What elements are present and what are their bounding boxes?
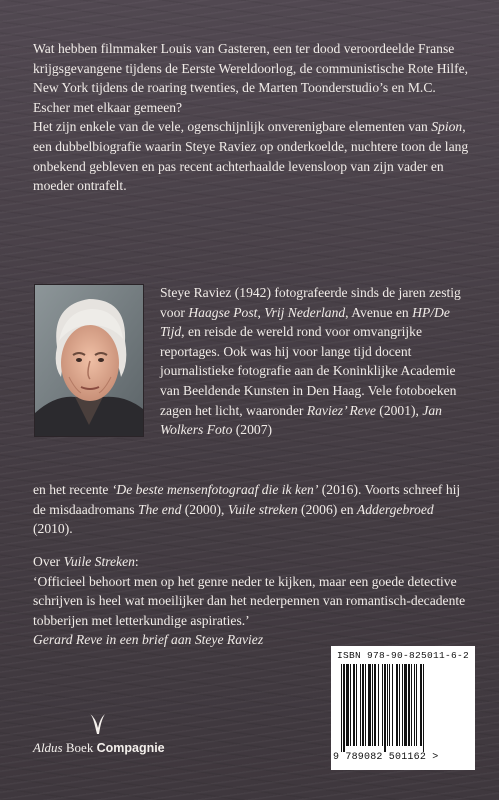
barcode-bar	[368, 664, 371, 746]
barcode-bar	[404, 664, 407, 746]
barcode-bar	[389, 664, 390, 746]
barcode-bar	[387, 664, 388, 746]
intro-paragraph-2	[33, 117, 473, 195]
book-de-beste-mensenfotograaf: ‘De beste mensenfotograaf die ik ken’	[111, 482, 319, 497]
barcode-bar	[414, 664, 415, 746]
book-jan-wolkers-foto: Jan Wolkers Foto	[160, 402, 442, 438]
publisher-logo	[33, 712, 193, 762]
barcode-bar	[416, 664, 417, 746]
book-vuile-streken: Vuile streken	[227, 501, 298, 517]
quote-attribution: Gerard Reve in een brief aan Steye Raviez	[33, 632, 264, 648]
book-title-spion: Spion	[431, 119, 463, 135]
barcode-bar	[341, 664, 342, 752]
barcode-bar	[356, 664, 357, 746]
barcode-bar	[396, 664, 398, 746]
author-photo	[34, 284, 144, 437]
book-raviez-reve: Raviez’ Reve	[306, 402, 376, 418]
barcode-bar	[353, 664, 355, 746]
author-bio: Steye Raviez (1942) fotografeerde sinds de jaren zestig voor Haagse Post, Vrij Nederland, Avenue en HP/De Tijd, en reisde de wereld rond voor omvangrijke reportages. Ook was hij voor lange tijd docent journalistieke fotografie aan de Koninklijke Academie van Beeldende Kunsten in Den Haag. Vele fotoboeken zagen het licht, waaronder Raviez’ Reve (2001), Jan Wolkers Foto (2007)	[160, 285, 461, 438]
barcode-bar	[378, 664, 379, 746]
barcode-bar	[360, 664, 361, 746]
barcode-bar	[343, 664, 345, 752]
intro-paragraph-2-start: Het zijn enkele van de vele, ogenschijnlijk onverenigbare elementen van	[33, 119, 432, 135]
barcode-bar	[411, 664, 412, 746]
barcode-bar	[420, 664, 422, 746]
barcode-bar	[382, 664, 383, 746]
barcode-bar	[392, 664, 393, 746]
quote-text: ‘Officieel behoort men op het genre neder te kijken, maar een goede detective schrijven is heel wat moeilijker dan het nederpennen van romantisch-decadente tobberijen met letterkundige aspiraties.’	[33, 573, 466, 628]
quote-heading: Over Vuile Streken:	[33, 554, 139, 569]
intro-paragraph-1: Wat hebben filmmaker Louis van Gasteren, een ter dood veroordeelde Franse krijgsgevangene tijdens de Eerste Wereldoorlog, de communistische Rote Hilfe, New York tijdens de roaring twenties, de Marten Toonderstudio’s en M.C. Escher met elkaar gemeen?	[33, 41, 469, 115]
intro-text	[33, 39, 473, 196]
barcode-bar	[365, 664, 366, 746]
barcode-bar	[350, 664, 351, 746]
review-quote-block	[33, 552, 473, 650]
barcode-bar	[402, 664, 403, 746]
barcode-bar	[423, 664, 424, 752]
barcode-bar	[374, 664, 376, 746]
book-the-end: The end	[137, 501, 182, 517]
barcode-bar	[346, 664, 349, 746]
barcode-bar	[372, 664, 373, 746]
barcode-bar	[384, 664, 386, 752]
intro-paragraph-2-end: , een dubbelbiografie waarin Steye Raviez op onderkoelde, nuchtere toon de lang onbekend gebleven en pas recent achterhaalde levensloop van zijn vader en moeder ontrafelt.	[33, 119, 469, 194]
author-bio-continued: en het recente ‘De beste mensenfotograaf die ik ken’ (2016). Voorts schreef hij de misdaadromans The end (2000), Vuile streken (2006) en Addergebroed (2010).	[33, 482, 461, 537]
isbn-barcode	[331, 646, 475, 770]
barcode-bars	[335, 664, 471, 752]
barcode-bar	[408, 664, 410, 746]
magazine-haagse-post: Haagse Post	[188, 304, 258, 320]
publisher-v-icon	[88, 712, 106, 736]
barcode-digits: 9 789082 501162 >	[333, 752, 439, 763]
book-addergebroed: Addergebroed	[356, 501, 434, 517]
author-portrait-image	[35, 285, 143, 436]
isbn-number: ISBN 978-90-825011-6-2	[337, 650, 470, 661]
barcode-bar	[362, 664, 364, 746]
magazine-vrij-nederland: Vrij Nederland	[264, 304, 346, 320]
publisher-name: Aldus Boek Compagnie	[33, 740, 165, 755]
barcode-bar	[399, 664, 400, 746]
magazine-hp-de-tijd: HP/De Tijd	[160, 304, 450, 340]
